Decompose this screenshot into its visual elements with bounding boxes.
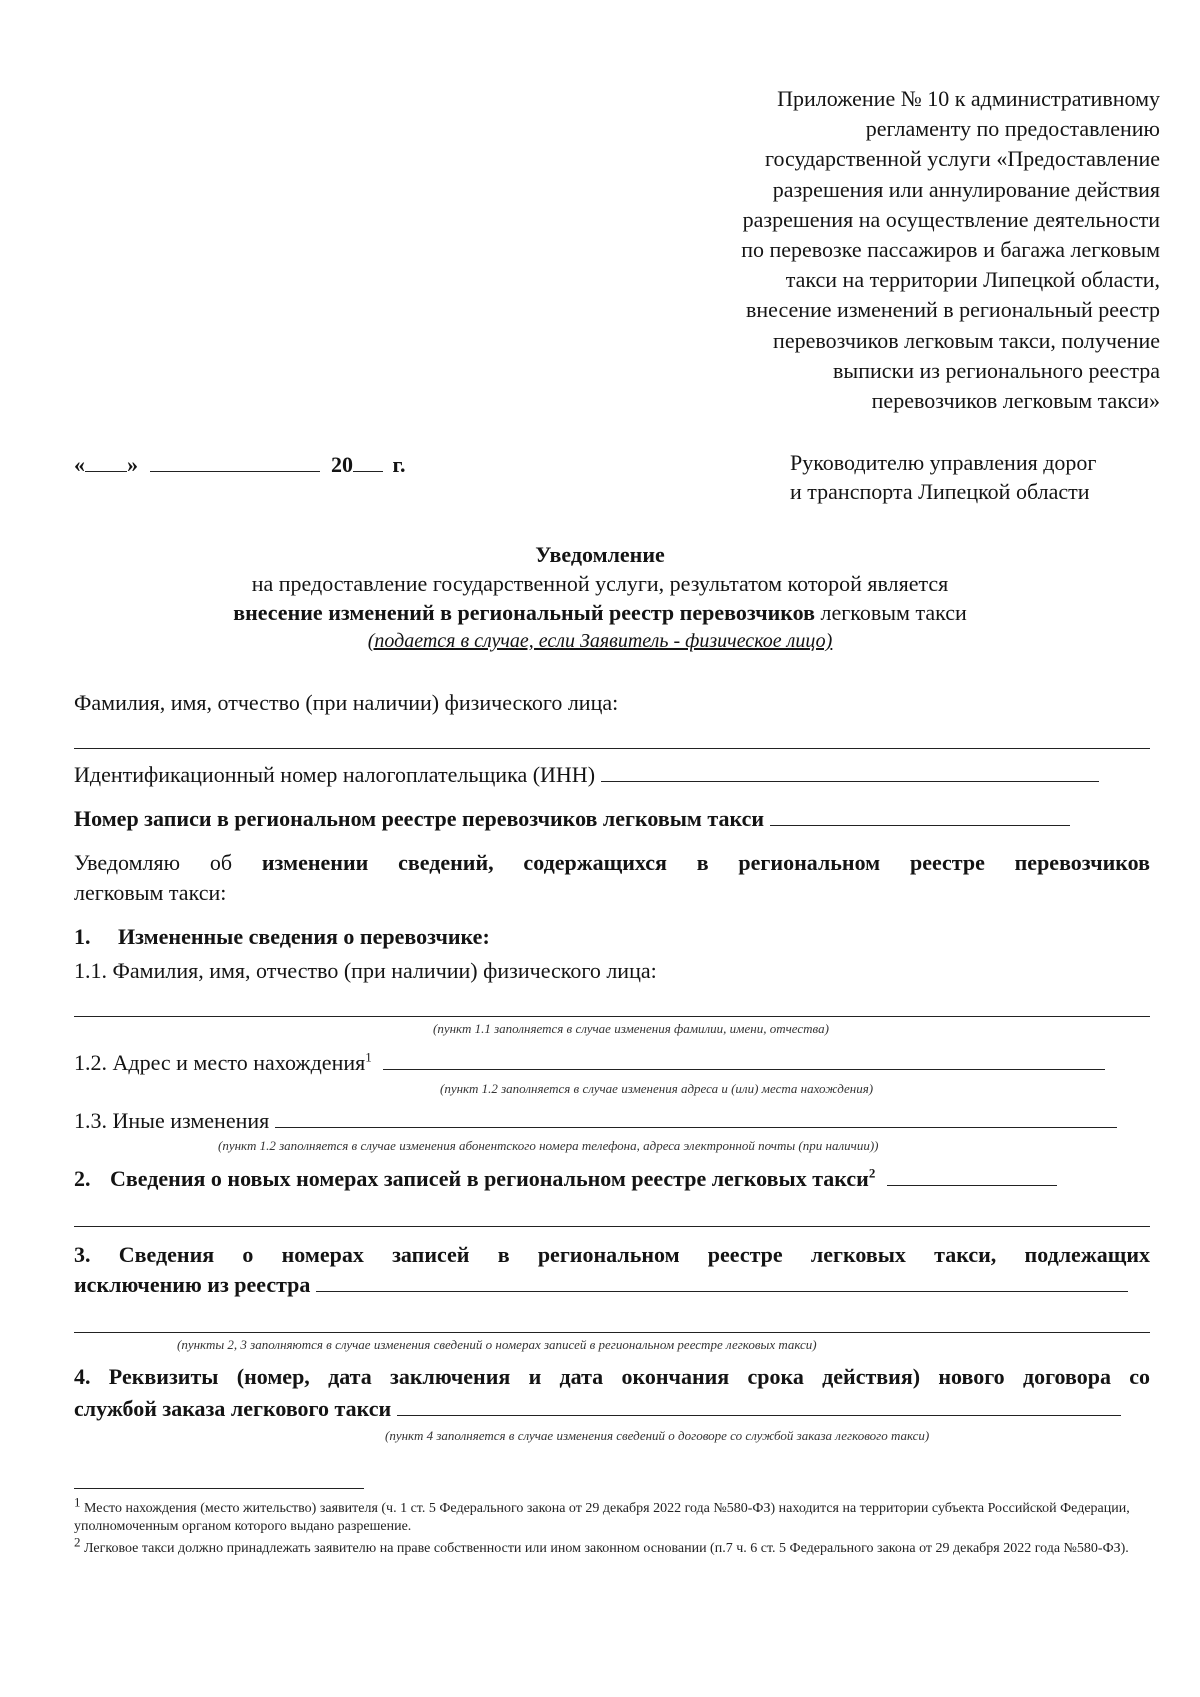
section-1-title: Измененные сведения о перевозчике: — [118, 924, 490, 949]
approval-line: по перевозке пассажиров и багажа легковым — [741, 237, 1160, 263]
section-3-hint: (пункты 2, 3 заполняются в случае изменения сведений о номерах записей в региональном реестре легковых такси) — [177, 1337, 817, 1352]
title-line-2 — [0, 598, 1200, 627]
month-field[interactable] — [150, 471, 320, 472]
section-4-text-2: службой заказа легкового такси — [74, 1396, 392, 1421]
approval-line: разрешения на осуществление деятельности — [742, 206, 1160, 232]
section-2-field[interactable] — [887, 1185, 1057, 1186]
item-1-3-field[interactable] — [275, 1127, 1117, 1128]
item-1-1-hint: (пункт 1.1 заполняется в случае изменения фамилии, имени, отчества) — [433, 1021, 829, 1036]
title-rest-part: легковым такси — [815, 600, 967, 625]
approval-line: перевозчиков легковым такси» — [871, 388, 1160, 414]
addressee-block — [790, 448, 1096, 506]
fio-field[interactable] — [74, 748, 1150, 749]
section-4-text: Реквизиты (номер, дата заключения и дата окончания срока действия) нового договора со — [108, 1364, 1150, 1389]
date-close-quote: » — [127, 452, 138, 477]
item-1-3-hint: (пункт 1.2 заполняется в случае изменения абонентского номера телефона, адреса электронной почты (при наличии)) — [218, 1138, 879, 1153]
record-field[interactable] — [770, 825, 1070, 826]
title-line: на предоставление государственной услуги, результатом которой является — [251, 571, 949, 596]
title-note: (подается в случае, если Заявитель - физическое лицо) — [367, 630, 833, 652]
item-1-2-row — [74, 1050, 1105, 1076]
record-row — [74, 806, 1070, 832]
approval-line: выписки из регионального реестра — [833, 357, 1160, 383]
year-prefix: 20 — [331, 452, 353, 477]
footnote-2 — [74, 1534, 1150, 1558]
addressee-line: Руководителю управления дорог — [790, 450, 1097, 475]
section-3-line-1 — [74, 1242, 1150, 1268]
item-1-2-field[interactable] — [383, 1069, 1105, 1070]
item-1-1-field[interactable] — [74, 1016, 1150, 1017]
approval-line: такси на территории Липецкой области, — [785, 267, 1160, 293]
footnote-1 — [74, 1494, 1150, 1536]
approval-line: разрешения или аннулирование действия — [772, 176, 1160, 202]
section-3-num: 3. — [74, 1242, 91, 1267]
date-line — [74, 452, 406, 478]
section-3-text: Сведения о номерах записей в региональном реестре легковых такси, подлежащих — [118, 1242, 1151, 1267]
section-4-field[interactable] — [397, 1415, 1121, 1416]
footnote-1-text: Место нахождения (место жительство) заявителя (ч. 1 ст. 5 Федерального закона от 29 декабря 2022 года №580-ФЗ) находится на территории субъекта Российской Федерации, уполномоченным органом которого выдано разрешение. — [74, 1501, 1130, 1534]
section-3-field[interactable] — [316, 1291, 1128, 1292]
section-4-line-1 — [74, 1364, 1150, 1390]
inn-label: Идентификационный номер налогоплательщика (ИНН) — [74, 762, 596, 787]
footnote-2-mark: 2 — [74, 1534, 81, 1550]
inn-field[interactable] — [601, 781, 1099, 782]
approval-line: Приложение № 10 к административному — [777, 86, 1160, 111]
section-2-num: 2. — [74, 1166, 91, 1191]
footnote-ref-1: 1 — [365, 1049, 372, 1065]
addressee-line: и транспорта Липецкой области — [790, 479, 1090, 504]
approval-line: перевозчиков легковым такси, получение — [773, 327, 1160, 353]
inn-row — [74, 762, 1099, 788]
section-2-text: Сведения о новых номерах записей в региональном реестре легковых такси — [110, 1166, 869, 1191]
section-4-num: 4. — [74, 1364, 91, 1389]
section-1-heading — [74, 924, 490, 950]
document-title-block — [0, 540, 1200, 656]
notify-start: Уведомляю об — [74, 850, 233, 875]
item-1-1-label: 1.1. Фамилия, имя, отчество (при наличии) физического лица: — [74, 958, 657, 983]
section-2-field-line-2[interactable] — [74, 1226, 1150, 1227]
footnote-1-mark: 1 — [74, 1494, 81, 1510]
approval-line: внесение изменений в региональный реестр — [745, 297, 1160, 323]
section-4-line-2 — [74, 1396, 1121, 1422]
year-suffix: г. — [392, 452, 406, 477]
approval-block — [660, 84, 1160, 416]
date-open-quote: « — [74, 452, 85, 477]
notify-line — [74, 850, 1150, 876]
section-4-hint: (пункт 4 заполняется в случае изменения сведений о договоре со службой заказа легкового такси) — [385, 1428, 930, 1443]
title-bold-part: внесение изменений в региональный реестр перевозчиков — [233, 600, 816, 625]
record-label: Номер записи в региональном реестре перевозчиков легковым такси — [74, 806, 765, 831]
item-1-3-row — [74, 1108, 1117, 1134]
notify-bold: изменении сведений, содержащихся в региональном реестре перевозчиков — [261, 850, 1151, 875]
approval-line: государственной услуги «Предоставление — [764, 146, 1160, 172]
footnote-separator — [74, 1488, 364, 1489]
section-2-row — [74, 1166, 1057, 1192]
section-3-field-line-2[interactable] — [74, 1332, 1150, 1333]
section-1-num: 1. — [74, 924, 91, 949]
item-1-2-hint: (пункт 1.2 заполняется в случае изменения адреса и (или) места нахождения) — [440, 1081, 874, 1096]
year-field[interactable] — [353, 471, 383, 472]
section-3-text-2: исключению из реестра — [74, 1272, 311, 1297]
item-1-3-label: 1.3. Иные изменения — [74, 1108, 270, 1133]
notify-end: легковым такси: — [74, 880, 227, 905]
approval-line: регламенту по предоставлению — [865, 116, 1160, 142]
fio-label: Фамилия, имя, отчество (при наличии) физического лица: — [74, 690, 619, 715]
day-field[interactable] — [85, 471, 127, 472]
section-3-line-2 — [74, 1272, 1128, 1298]
footnote-ref-2: 2 — [868, 1165, 876, 1181]
item-1-2-label: 1.2. Адрес и место нахождения — [74, 1050, 366, 1075]
footnote-2-text: Легковое такси должно принадлежать заявителю на праве собственности или ином законном основании (п.7 ч. 6 ст. 5 Федерального закона от 29 декабря 2022 года №580-ФЗ). — [80, 1541, 1129, 1556]
document-title: Уведомление — [535, 542, 665, 567]
